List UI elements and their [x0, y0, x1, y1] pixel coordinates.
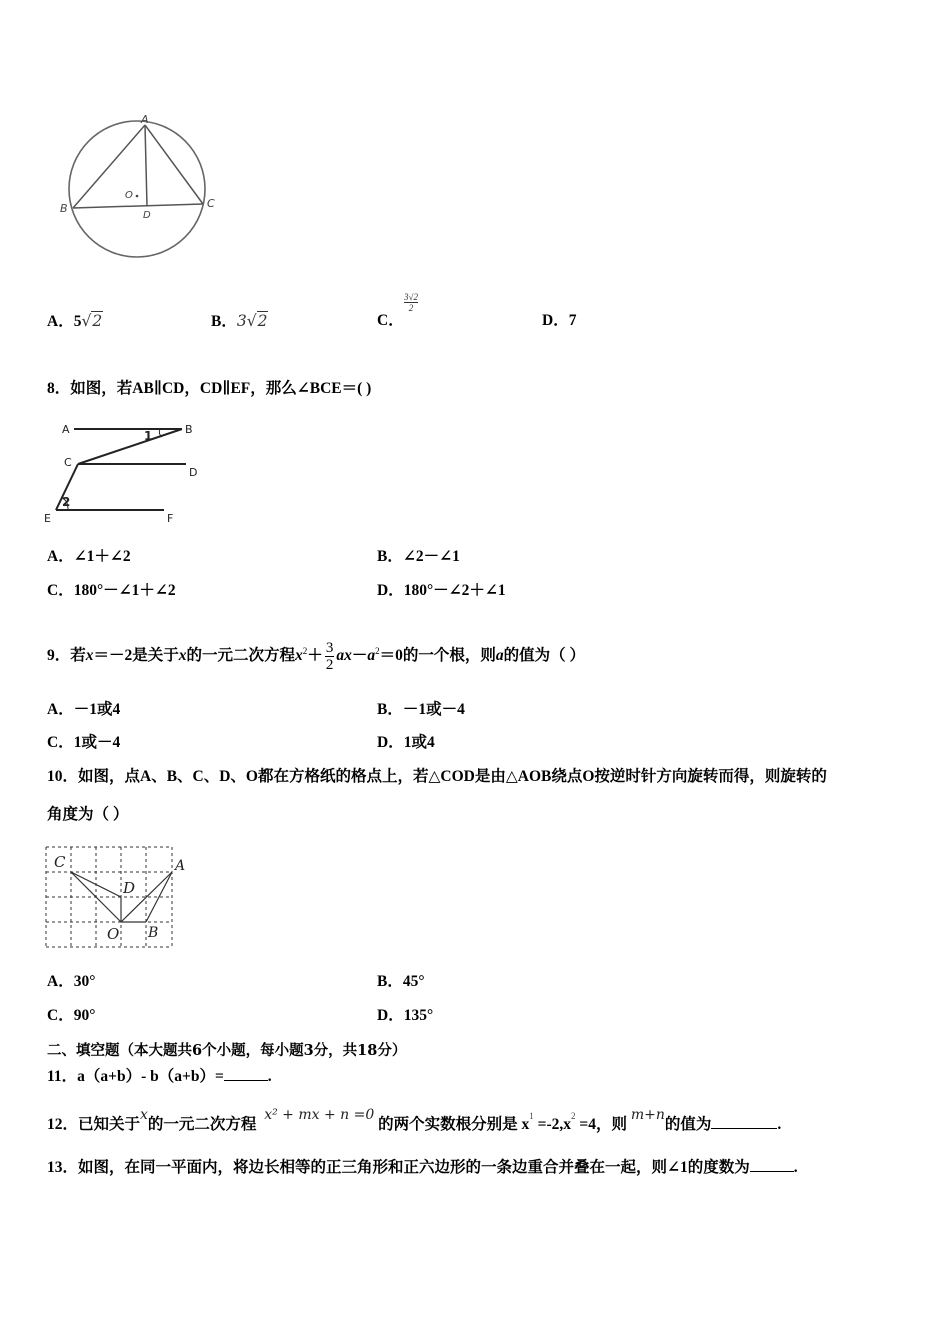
q8-label-a: A — [62, 423, 70, 436]
q11-answer-blank[interactable] — [224, 1066, 268, 1081]
q8-label-c: C — [64, 456, 72, 469]
q10-grid-figure — [44, 845, 194, 951]
q8-question: 8．如图，若AB∥CD，CD∥EF，那么∠BCE＝( ) — [47, 380, 372, 397]
q10-label-o: O — [107, 925, 120, 943]
q8-option-c: C．180°－∠1＋∠2 — [47, 582, 176, 599]
q7-label-a: A — [141, 113, 149, 126]
q9-option-b: B．－1或－4 — [377, 701, 465, 718]
q11-question: 11．a（a+b）- b（a+b）= . — [47, 1068, 272, 1085]
q8-option-b: B．∠2－∠1 — [377, 548, 460, 565]
q10-label-d: D — [123, 879, 136, 897]
q7-label-b: B — [60, 202, 68, 215]
q7-option-b: B．3√2 — [211, 312, 268, 330]
q8-label-f: F — [167, 512, 174, 525]
q10-option-b: B．45° — [377, 973, 425, 990]
q9-option-a: A．－1或4 — [47, 701, 121, 718]
q8-label-d: D — [189, 466, 198, 479]
q7-option-c-fraction: $\frac{3√2}{2}$ — [404, 292, 418, 313]
q10-option-a: A．30° — [47, 973, 96, 990]
q10-question-line2: 角度为（ ） — [47, 806, 129, 823]
q7-option-c: C． — [377, 312, 404, 329]
q10-label-c: C — [54, 853, 66, 871]
q7-label-c: C — [207, 197, 215, 210]
q8-option-d: D．180°－∠2＋∠1 — [377, 582, 506, 599]
q12-answer-blank[interactable] — [711, 1114, 777, 1129]
q10-label-b: B — [148, 925, 159, 941]
q13-answer-blank[interactable] — [750, 1157, 794, 1172]
q8-option-a: A．∠1＋∠2 — [47, 548, 131, 565]
q9-question: 9．若x＝－2是关于x的一元二次方程$x^2+$ $\frac{3}{2}$ $ax-a^2=0$的一个根，则a的值为（ ） — [47, 640, 585, 674]
q8-label-e: E — [44, 512, 51, 525]
q8-label-b: B — [185, 423, 193, 436]
q12-question: 12．已知关于x的一元二次方程 x² + mx + n =0 的两个实数根分别是 $x^1 =-2,x^2 =4$，则 m+n的值为 . — [47, 1107, 782, 1134]
q10-option-d: D．135° — [377, 1007, 434, 1024]
q7-label-o: O — [125, 190, 133, 201]
section-2-heading: 二、填空题（本大题共6个小题，每小题3分，共18分） — [47, 1042, 407, 1059]
q7-option-a: A．5√2 — [47, 312, 103, 330]
q10-question-line1: 10．如图，点A、B、C、D、O都在方格纸的格点上，若△COD是由△AOB绕点O按逆时针方向旋转而得，则旋转的 — [47, 768, 827, 785]
q7-option-d: D．7 — [542, 312, 577, 329]
q7-label-d: D — [143, 210, 151, 221]
q9-fraction: $\frac{3}{2}$ — [325, 640, 334, 674]
q8-angle-2: 2 — [62, 495, 71, 509]
q8-angle-1: 1 — [144, 429, 153, 443]
q7-circle-figure — [55, 112, 225, 262]
q9-option-c: C．1或－4 — [47, 734, 121, 751]
q8-parallel-lines-figure — [40, 418, 210, 526]
q10-option-c: C．90° — [47, 1007, 96, 1024]
q10-label-a: A — [175, 858, 186, 874]
q9-option-d: D．1或4 — [377, 734, 435, 751]
q13-question: 13．如图，在同一平面内，将边长相等的正三角形和正六边形的一条边重合并叠在一起，则∠1的度数为 . — [47, 1159, 798, 1176]
